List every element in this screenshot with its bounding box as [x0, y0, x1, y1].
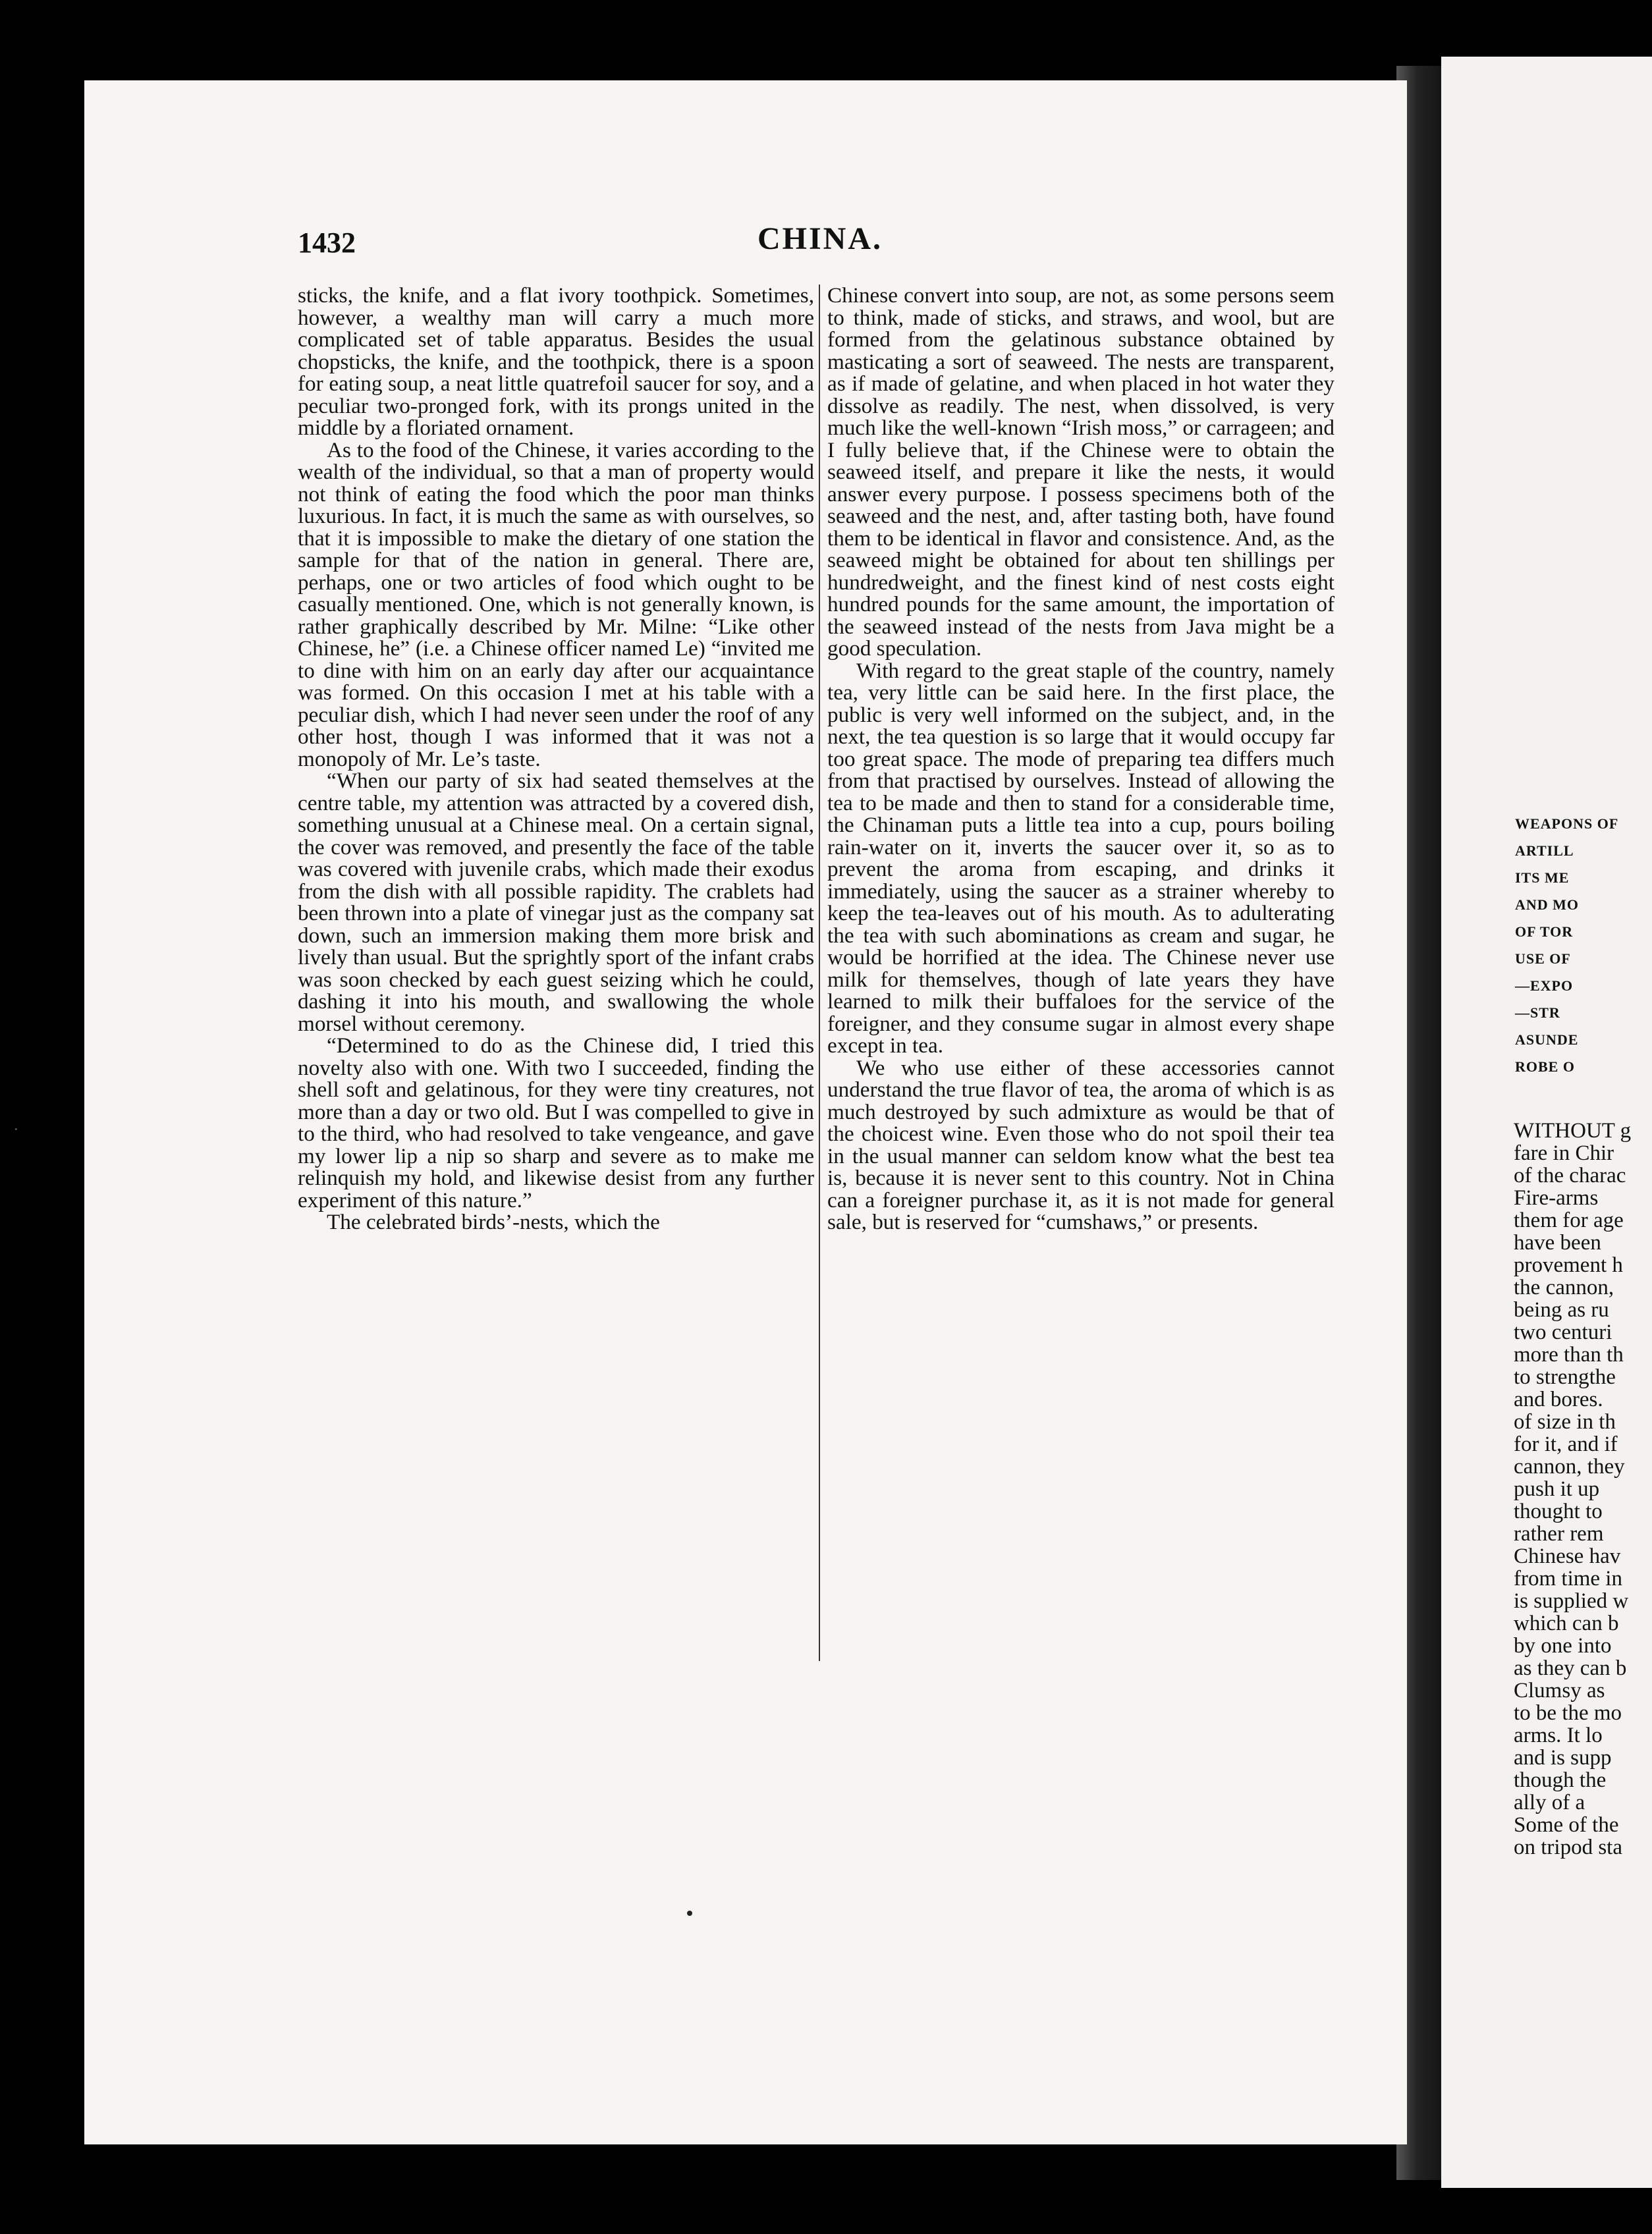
abstract-line: —EXPO [1515, 977, 1574, 994]
text-column-right [827, 285, 1335, 1234]
body-line: rather rem [1514, 1522, 1604, 1546]
body-line: of the charac [1514, 1164, 1626, 1187]
running-title: CHINA. [757, 221, 883, 256]
ink-speck [687, 1911, 692, 1916]
abstract-line: WEAPONS OF [1515, 815, 1619, 832]
text-column-left [298, 285, 814, 1234]
paragraph: “When our party of six had seated themselves at the centre table, my attention was attracted by a covered dish, something unusual at a Chinese meal. On a certain signal, the cover was removed, and presently the face of the table was covered with juvenile crabs, which made their exodus from the dish with all possible rapidity. The crablets had been thrown into a plate of vinegar just as the company sat down, such an immersion making them more brisk and lively than usual. But the sprightly sport of the infant crabs was soon checked by each guest seizing which he could, dashing it into his mouth, and swallowing the whole morsel without ceremony. [298, 769, 814, 1036]
body-line: and is supp [1514, 1746, 1612, 1770]
abstract-line: ITS ME [1515, 869, 1570, 886]
body-line: have been [1514, 1231, 1601, 1255]
body-line: to be the mo [1514, 1701, 1622, 1725]
body-line: though the [1514, 1768, 1607, 1792]
abstract-line: ASUNDE [1515, 1031, 1579, 1048]
body-line: of size in th [1514, 1410, 1616, 1434]
body-line: more than th [1514, 1343, 1624, 1367]
paragraph: As to the food of the Chinese, it varies according to the wealth of the individual, so that a man of property would not think of eating the food which the poor man thinks luxurious. In fact, it is much the same as with ourselves, so that it is impossible to make the dietary of one station the sample for that of the nation in general. There are, perhaps, one or two articles of food which ought to be casually mentioned. One, which is not generally known, is rather graphically described by Mr. Milne: “Like other Chinese, he” (i.e. a Chinese officer named Le) “invited me to dine with him on an early day after our acquaintance was formed. On this occasion I met at his table with a peculiar dish, which I had never seen under the roof of any other host, though I was informed that it was not a monopoly of Mr. Le’s taste. [298, 437, 814, 771]
body-line: ally of a [1514, 1791, 1585, 1814]
body-line: Chinese hav [1514, 1544, 1621, 1568]
body-line: Fire-arms [1514, 1186, 1599, 1210]
abstract-line: OF TOR [1515, 923, 1574, 940]
body-line: WITHOUT g [1514, 1119, 1632, 1143]
body-line: as they can b [1514, 1656, 1627, 1680]
body-line: from time in [1514, 1567, 1622, 1591]
body-line: provement h [1514, 1253, 1623, 1277]
body-line: them for age [1514, 1209, 1624, 1232]
chapter-abstract [1515, 810, 1652, 1080]
body-line: and bores. [1514, 1388, 1603, 1411]
paragraph: sticks, the knife, and a flat ivory toothpick. Sometimes, however, a wealthy man will carry a much more complicated set of table apparatus. Besides the usual chopsticks, the knife, and the toothpick, there is a spoon for eating soup, a neat little quatrefoil saucer for soy, and a peculiar two-pronged fork, with its prongs united in the middle by a floriated ornament. [298, 283, 814, 440]
body-line: is supplied w [1514, 1589, 1629, 1613]
abstract-line: AND MO [1515, 896, 1580, 913]
abstract-line: —STR [1515, 1004, 1560, 1021]
body-line: on tripod sta [1514, 1836, 1622, 1859]
body-line: thought to [1514, 1500, 1603, 1523]
body-line: which can b [1514, 1612, 1619, 1635]
body-line: being as ru [1514, 1298, 1609, 1322]
abstract-line: ARTILL [1515, 842, 1574, 859]
paragraph: With regard to the great staple of the country, namely tea, very little can be said here. In the first place, the public is very well informed on the subject, and, in the next, the tea question is so large that it would occupy far too great space. The mode of preparing tea differs much from that practised by ourselves. Instead of allowing the tea to be made and then to stand for a considerable time, the Chinaman puts a little tea into a cup, pours boiling rain-water on it, inverts the saucer over it, so as to prevent the aroma from escaping, and drinks it immediately, using the saucer as a strainer whereby to keep the tea-leaves out of his mouth. As to adulterating the tea with such abominations as cream and sugar, he would be horrified at the idea. The Chinese never use milk for themselves, though of late years they have learned to milk their buffaloes for the service of the foreigner, and they consume sugar in almost every shape except in tea. [827, 658, 1335, 1058]
body-line: push it up [1514, 1477, 1600, 1501]
paragraph: We who use either of these accessories cannot understand the true flavor of tea, the aroma of which is as much destroyed by such admixture as would be that of the choicest wine. Even those who do not spoil their tea in the usual manner can seldom know what the best tea is, because it is never sent to this country. Not in China can a foreigner purchase it, as it is not made for general sale, but is reserved for “cumshaws,” or presents. [827, 1055, 1335, 1234]
facing-page-body [1514, 1120, 1652, 1859]
body-line: fare in Chir [1514, 1141, 1614, 1165]
body-line: to strengthe [1514, 1365, 1616, 1389]
paragraph: The celebrated birds’-nests, which the [327, 1210, 660, 1234]
body-line: the cannon, [1514, 1276, 1614, 1299]
paragraph: Chinese convert into soup, are not, as some persons seem to think, made of sticks, and straws, and wool, but are formed from the gelatinous substance obtained by masticating a sort of seaweed. The nests are transparent, as if made of gelatine, and when placed in hot water they dissolve as readily. The nest, when dissolved, is very much like the well-known “Irish moss,” or carrageen; and I fully believe that, if the Chinese were to obtain the seaweed itself, and prepare it like the nests, it would answer every purpose. I possess specimens both of the seaweed and the nest, and, after tasting both, have found them to be identical in flavor and consistence. And, as the seaweed might be obtained for about ten shillings per hundredweight, and the finest kind of nest costs eight hundred pounds for the same amount, the importation of the seaweed instead of the nests from Java might be a good speculation. [827, 283, 1335, 661]
paragraph: “Determined to do as the Chinese did, I tried this novelty also with one. With two I succeeded, finding the shell soft and gelatinous, for they were tiny creatures, not more than a day or two old. But I was compelled to give in to the third, who had resolved to take vengeance, and gave my lower lip a nip so sharp and severe as to make me relinquish my hold, and likewise desist from any further experiment of this nature.” [298, 1033, 814, 1212]
body-line: arms. It lo [1514, 1724, 1603, 1747]
body-line: for it, and if [1514, 1432, 1618, 1456]
body-line: by one into [1514, 1634, 1612, 1658]
abstract-line: ROBE O [1515, 1058, 1575, 1075]
column-divider [819, 285, 820, 1661]
body-line: Clumsy as [1514, 1679, 1605, 1703]
show-through-text-left [310, 1686, 810, 1910]
page-number: 1432 [298, 227, 356, 259]
body-line: cannon, they [1514, 1455, 1625, 1479]
margin-speck: · [13, 1120, 19, 1139]
abstract-line: USE OF [1515, 950, 1571, 967]
show-through-text-right [837, 1686, 1337, 1910]
body-line: two centuri [1514, 1321, 1612, 1344]
body-line: Some of the [1514, 1813, 1619, 1837]
